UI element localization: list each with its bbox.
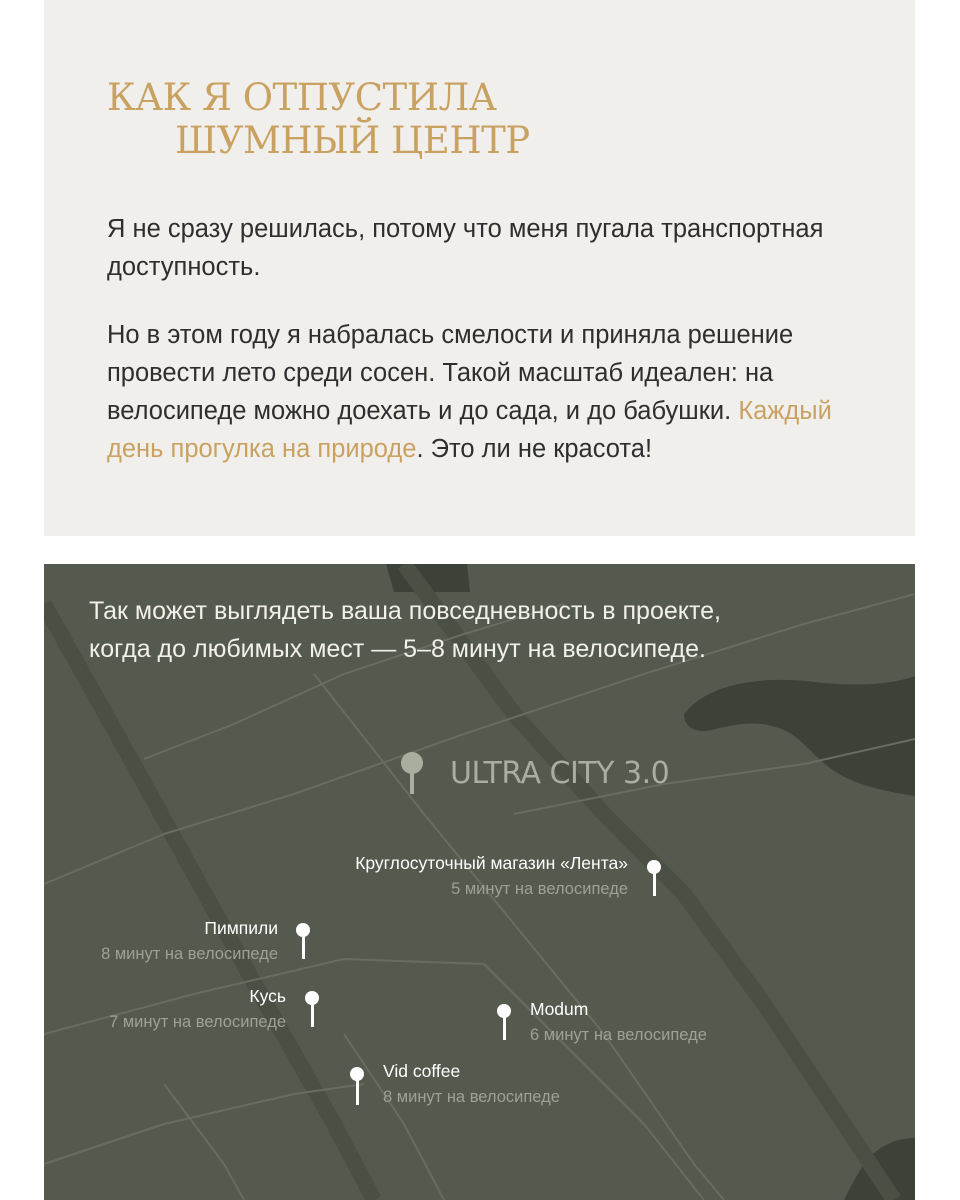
place-modum [530,996,707,1048]
project-name: ULTRA CITY 3.0 [450,756,670,791]
story-card [44,0,915,536]
map-caption-line-2: когда до любимых мест — 5–8 минут на велосипеде. [89,635,706,663]
project-pin-icon [401,752,423,796]
map-dark-lake [684,676,915,796]
story-title-line-1: КАК Я ОТПУСТИЛА [107,76,497,119]
place-time: 8 минут на велосипеде [383,1088,560,1106]
place-time: 8 минут на велосипеде [101,945,278,963]
place-name: Пимпили [204,918,278,938]
story-paragraph-2 [107,316,887,468]
place-pimpili [101,915,278,967]
map-main-road-left [44,604,374,1200]
place-lenta [355,850,628,902]
story-title-line-2: ШУМНЫЙ ЦЕНТР [175,119,530,162]
place-lenta-pin-icon [647,860,661,896]
story-paragraph-1: Я не сразу решилась, потому что меня пугала транспортная доступность. [107,215,824,281]
map-card [44,564,915,1200]
map-street-9 [164,1084,244,1200]
place-time: 6 минут на велосипеде [530,1026,707,1044]
place-name: Круглосуточный магазин «Лента» [355,853,628,873]
place-vid-coffee [383,1058,560,1110]
story-title [107,76,530,162]
map-caption [89,592,721,668]
place-modum-pin-icon [497,1004,511,1040]
place-kus-pin-icon [305,991,319,1027]
story-paragraph-2-text: Но в этом году я набралась смелости и приняла решение провести лето среди сосен. Такой масштаб идеален: на велосипеде можно доехать и до сада, и до бабушки. [107,321,794,425]
map-caption-line-1: Так может выглядеть ваша повседневность в проекте, [89,597,721,625]
story-paragraph-2-accent: Каждый день прогулка на природе [107,397,832,463]
place-vid-coffee-pin-icon [350,1067,364,1105]
place-name: Vid coffee [383,1061,461,1081]
place-time: 5 минут на велосипеде [451,880,628,898]
story-paragraph-2-ending: . Это ли не красота! [416,435,653,463]
place-time: 7 минут на велосипеде [109,1013,286,1031]
place-kus [109,983,286,1035]
place-name: Modum [530,999,589,1019]
map-street-3 [314,674,724,1200]
place-pimpili-pin-icon [296,923,310,959]
place-name: Кусь [249,986,286,1006]
